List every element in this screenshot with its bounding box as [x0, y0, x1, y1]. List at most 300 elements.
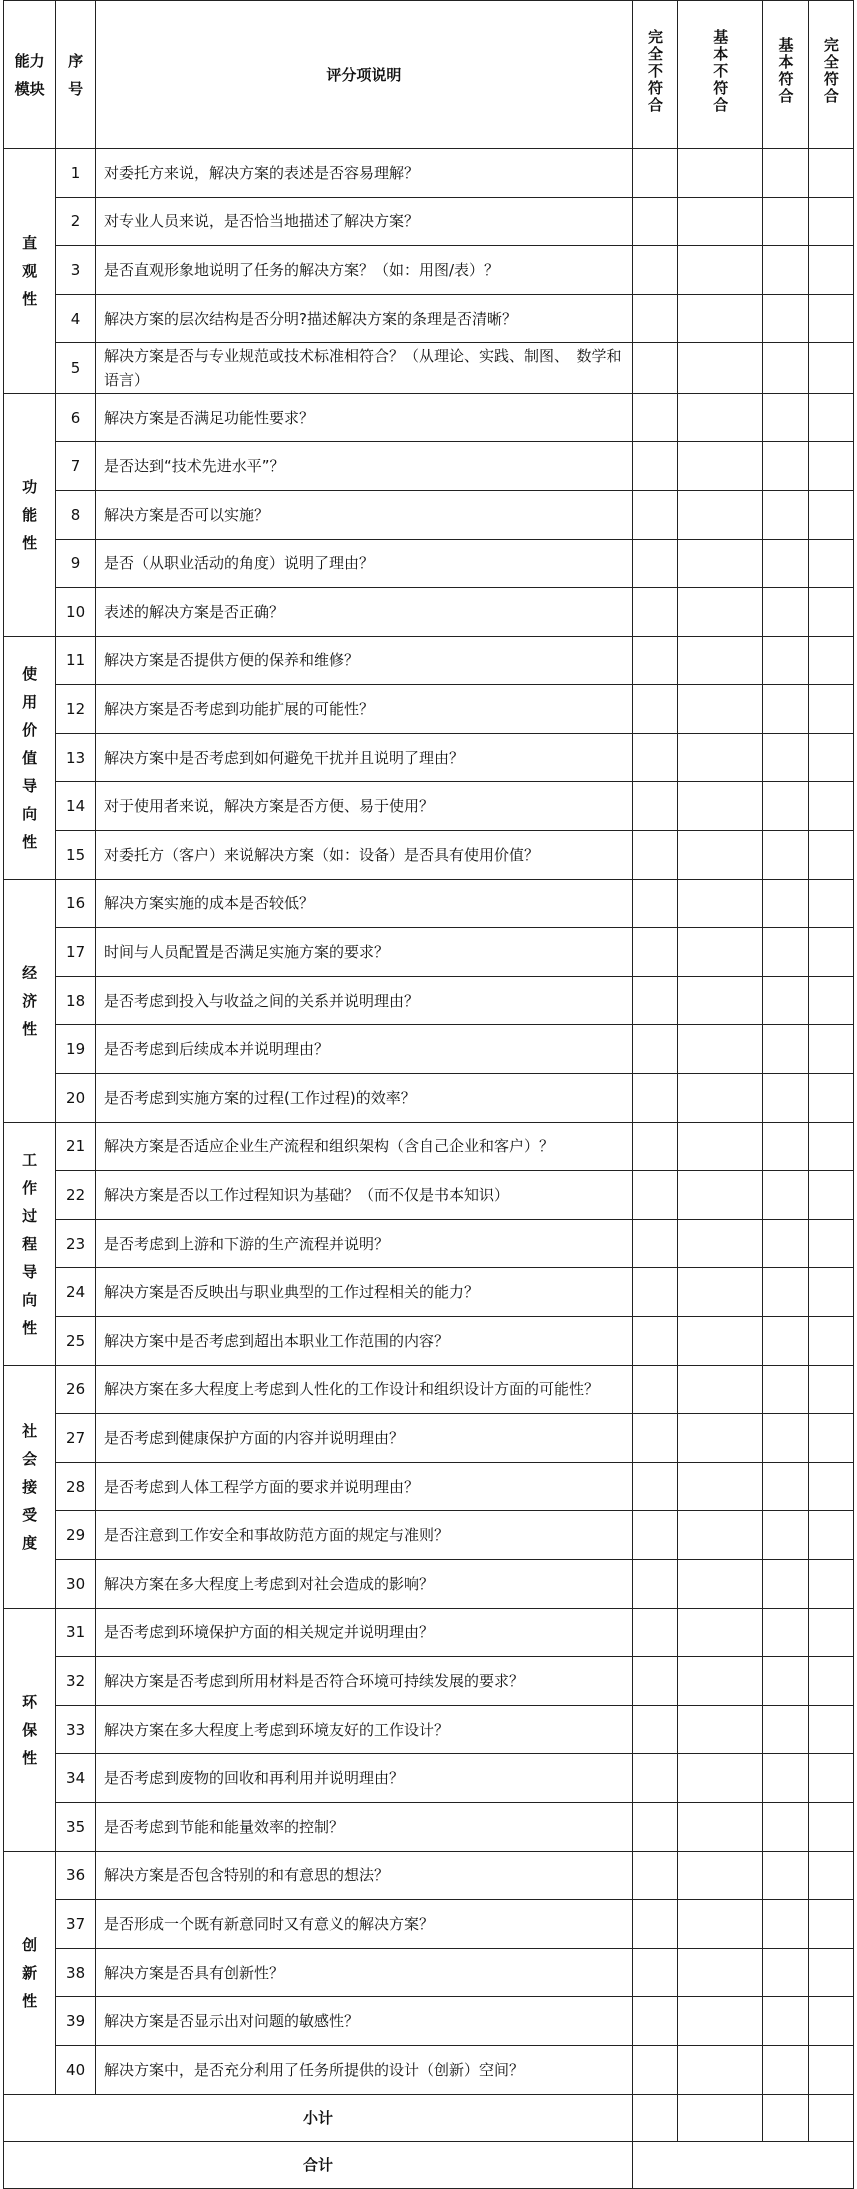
item-row — [4, 490, 854, 539]
score-cell[interactable] — [808, 879, 853, 928]
header-module: 能力模块 — [4, 1, 56, 149]
score-cell[interactable] — [808, 588, 853, 637]
score-cell[interactable] — [678, 588, 763, 637]
item-description: 是否考虑到节能和能量效率的控制？ — [95, 1802, 632, 1851]
header-row — [4, 1, 854, 149]
score-cell[interactable] — [763, 1851, 808, 1900]
item-number: 22 — [56, 1171, 96, 1220]
item-row — [4, 1511, 854, 1560]
score-cell[interactable] — [678, 1948, 763, 1997]
score-cell[interactable] — [763, 1025, 808, 1074]
item-number: 8 — [56, 490, 96, 539]
score-cell[interactable] — [678, 1559, 763, 1608]
item-number: 26 — [56, 1365, 96, 1414]
score-cell[interactable] — [678, 1025, 763, 1074]
score-cell[interactable] — [678, 685, 763, 734]
score-cell[interactable] — [808, 1462, 853, 1511]
module-label: 工作过程导向性 — [4, 1122, 56, 1365]
score-cell[interactable] — [763, 1268, 808, 1317]
item-number: 23 — [56, 1219, 96, 1268]
score-cell[interactable] — [808, 1414, 853, 1463]
score-cell[interactable] — [808, 197, 853, 246]
score-cell[interactable] — [632, 1365, 677, 1414]
score-cell[interactable] — [678, 1851, 763, 1900]
evaluation-table — [3, 0, 854, 2189]
score-cell[interactable] — [632, 1268, 677, 1317]
item-number: 34 — [56, 1754, 96, 1803]
item-description: 对于使用者来说，解决方案是否方便、易于使用？ — [95, 782, 632, 831]
score-cell[interactable] — [763, 1365, 808, 1414]
score-cell[interactable] — [632, 1219, 677, 1268]
score-cell[interactable] — [808, 393, 853, 442]
score-cell[interactable] — [678, 246, 763, 295]
score-cell[interactable] — [678, 1608, 763, 1657]
item-row — [4, 1025, 854, 1074]
score-cell[interactable] — [678, 1900, 763, 1949]
score-cell[interactable] — [763, 294, 808, 343]
score-cell[interactable] — [678, 294, 763, 343]
item-description: 是否考虑到人体工程学方面的要求并说明理由？ — [95, 1462, 632, 1511]
item-description: 解决方案是否满足功能性要求？ — [95, 393, 632, 442]
score-cell[interactable] — [808, 1608, 853, 1657]
item-row — [4, 1754, 854, 1803]
item-row — [4, 393, 854, 442]
item-number: 19 — [56, 1025, 96, 1074]
item-row — [4, 1171, 854, 1220]
score-cell[interactable] — [763, 197, 808, 246]
score-cell[interactable] — [808, 149, 853, 198]
item-number: 39 — [56, 1997, 96, 2046]
item-description: 是否考虑到健康保护方面的内容并说明理由？ — [95, 1414, 632, 1463]
module-label: 使用价值导向性 — [4, 636, 56, 879]
score-cell[interactable] — [808, 1317, 853, 1366]
item-description: 解决方案是否反映出与职业典型的工作过程相关的能力？ — [95, 1268, 632, 1317]
score-cell[interactable] — [808, 1025, 853, 1074]
score-cell[interactable] — [763, 782, 808, 831]
score-cell[interactable] — [678, 1657, 763, 1706]
score-cell[interactable] — [632, 733, 677, 782]
score-cell[interactable] — [678, 1705, 763, 1754]
score-cell[interactable] — [632, 1414, 677, 1463]
item-row — [4, 1948, 854, 1997]
item-row — [4, 197, 854, 246]
item-description: 解决方案是否考虑到功能扩展的可能性？ — [95, 685, 632, 734]
score-cell[interactable] — [763, 1948, 808, 1997]
score-cell[interactable] — [763, 1997, 808, 2046]
score-cell[interactable] — [632, 1317, 677, 1366]
score-cell[interactable] — [678, 1122, 763, 1171]
item-number: 5 — [56, 343, 96, 393]
item-row — [4, 246, 854, 295]
item-description: 是否考虑到后续成本并说明理由？ — [95, 1025, 632, 1074]
score-cell[interactable] — [763, 1122, 808, 1171]
item-number: 11 — [56, 636, 96, 685]
item-number: 20 — [56, 1074, 96, 1123]
item-description: 解决方案是否包含特别的和有意思的想法？ — [95, 1851, 632, 1900]
score-cell[interactable] — [678, 1365, 763, 1414]
score-cell[interactable] — [678, 2045, 763, 2094]
score-cell[interactable] — [763, 588, 808, 637]
item-row — [4, 976, 854, 1025]
score-cell[interactable] — [678, 197, 763, 246]
score-cell[interactable] — [763, 831, 808, 880]
item-number: 35 — [56, 1802, 96, 1851]
score-cell[interactable] — [808, 294, 853, 343]
item-number: 24 — [56, 1268, 96, 1317]
item-row — [4, 1559, 854, 1608]
module-label: 经济性 — [4, 879, 56, 1122]
item-description: 是否注意到工作安全和事故防范方面的规定与准则？ — [95, 1511, 632, 1560]
score-cell[interactable] — [632, 1559, 677, 1608]
score-cell[interactable] — [678, 1997, 763, 2046]
item-number: 18 — [56, 976, 96, 1025]
score-cell[interactable] — [678, 442, 763, 491]
total-row — [4, 2142, 854, 2189]
item-row — [4, 1414, 854, 1463]
item-description: 解决方案是否具有创新性？ — [95, 1948, 632, 1997]
score-cell[interactable] — [763, 1608, 808, 1657]
score-cell[interactable] — [808, 733, 853, 782]
score-cell[interactable] — [808, 1754, 853, 1803]
item-description: 解决方案实施的成本是否较低？ — [95, 879, 632, 928]
score-cell[interactable] — [763, 2045, 808, 2094]
score-cell[interactable] — [632, 685, 677, 734]
item-number: 9 — [56, 539, 96, 588]
item-description: 是否直观形象地说明了任务的解决方案？（如：用图/表）？ — [95, 246, 632, 295]
score-cell[interactable] — [763, 442, 808, 491]
score-cell[interactable] — [632, 1948, 677, 1997]
score-cell[interactable] — [678, 879, 763, 928]
score-cell[interactable] — [808, 928, 853, 977]
score-cell[interactable] — [808, 1268, 853, 1317]
score-cell[interactable] — [808, 685, 853, 734]
module-label: 功能性 — [4, 393, 56, 636]
item-row — [4, 1219, 854, 1268]
header-seq: 序号 — [56, 1, 96, 149]
total-cell[interactable] — [632, 2142, 853, 2189]
score-cell[interactable] — [678, 1414, 763, 1463]
score-cell[interactable] — [632, 976, 677, 1025]
score-cell[interactable] — [632, 636, 677, 685]
score-cell[interactable] — [808, 1219, 853, 1268]
score-cell[interactable] — [808, 1171, 853, 1220]
item-number: 40 — [56, 2045, 96, 2094]
score-cell[interactable] — [763, 1074, 808, 1123]
score-cell[interactable] — [678, 1511, 763, 1560]
score-cell[interactable] — [763, 343, 808, 393]
score-cell[interactable] — [808, 1997, 853, 2046]
score-cell[interactable] — [678, 733, 763, 782]
score-cell[interactable] — [808, 1900, 853, 1949]
score-cell[interactable] — [632, 1122, 677, 1171]
score-cell[interactable] — [632, 343, 677, 393]
item-row — [4, 1997, 854, 2046]
score-cell[interactable] — [632, 1657, 677, 1706]
subtotal-cell[interactable] — [678, 2095, 763, 2142]
item-description: 解决方案中，是否充分利用了任务所提供的设计（创新）空间？ — [95, 2045, 632, 2094]
item-number: 7 — [56, 442, 96, 491]
item-row — [4, 782, 854, 831]
item-row — [4, 1074, 854, 1123]
score-cell[interactable] — [632, 1511, 677, 1560]
module-label: 社会接受度 — [4, 1365, 56, 1608]
score-cell[interactable] — [632, 1462, 677, 1511]
score-cell[interactable] — [632, 588, 677, 637]
item-row — [4, 831, 854, 880]
item-description: 对委托方（客户）来说解决方案（如：设备）是否具有使用价值？ — [95, 831, 632, 880]
score-cell[interactable] — [632, 1608, 677, 1657]
item-number: 32 — [56, 1657, 96, 1706]
item-row — [4, 588, 854, 637]
item-description: 解决方案是否适应企业生产流程和组织架构（含自己企业和客户）？ — [95, 1122, 632, 1171]
score-cell[interactable] — [763, 733, 808, 782]
item-description: 解决方案的层次结构是否分明?描述解决方案的条理是否清晰？ — [95, 294, 632, 343]
item-description: 解决方案是否可以实施？ — [95, 490, 632, 539]
score-cell[interactable] — [808, 1559, 853, 1608]
score-cell[interactable] — [678, 928, 763, 977]
score-cell[interactable] — [763, 685, 808, 734]
module-label: 直观性 — [4, 149, 56, 394]
header-col-3: 基本符合 — [763, 1, 808, 149]
score-cell[interactable] — [678, 1754, 763, 1803]
score-cell[interactable] — [763, 976, 808, 1025]
score-cell[interactable] — [678, 1171, 763, 1220]
item-number: 12 — [56, 685, 96, 734]
score-cell[interactable] — [763, 879, 808, 928]
score-cell[interactable] — [678, 149, 763, 198]
score-cell[interactable] — [808, 490, 853, 539]
score-cell[interactable] — [632, 879, 677, 928]
item-row — [4, 1657, 854, 1706]
item-description: 对专业人员来说，是否恰当地描述了解决方案？ — [95, 197, 632, 246]
header-col-2: 基本不符合 — [678, 1, 763, 149]
score-cell[interactable] — [763, 1802, 808, 1851]
item-number: 31 — [56, 1608, 96, 1657]
score-cell[interactable] — [678, 1802, 763, 1851]
score-cell[interactable] — [763, 1511, 808, 1560]
score-cell[interactable] — [678, 1317, 763, 1366]
item-description: 解决方案是否提供方便的保养和维修？ — [95, 636, 632, 685]
item-row — [4, 1900, 854, 1949]
score-cell[interactable] — [678, 1462, 763, 1511]
item-number: 28 — [56, 1462, 96, 1511]
score-cell[interactable] — [763, 149, 808, 198]
score-cell[interactable] — [678, 343, 763, 393]
item-number: 15 — [56, 831, 96, 880]
item-description: 是否达到“技术先进水平”？ — [95, 442, 632, 491]
score-cell[interactable] — [763, 1317, 808, 1366]
score-cell[interactable] — [678, 490, 763, 539]
score-cell[interactable] — [763, 1705, 808, 1754]
item-row — [4, 1365, 854, 1414]
item-number: 27 — [56, 1414, 96, 1463]
score-cell[interactable] — [763, 1559, 808, 1608]
item-number: 25 — [56, 1317, 96, 1366]
item-number: 14 — [56, 782, 96, 831]
subtotal-cell[interactable] — [632, 2095, 677, 2142]
score-cell[interactable] — [763, 1754, 808, 1803]
score-cell[interactable] — [678, 636, 763, 685]
item-description: 表述的解决方案是否正确？ — [95, 588, 632, 637]
score-cell[interactable] — [763, 1657, 808, 1706]
score-cell[interactable] — [632, 1997, 677, 2046]
score-cell[interactable] — [808, 1802, 853, 1851]
total-label: 合计 — [4, 2142, 633, 2189]
item-number: 4 — [56, 294, 96, 343]
item-row — [4, 1705, 854, 1754]
score-cell[interactable] — [632, 490, 677, 539]
score-cell[interactable] — [763, 1414, 808, 1463]
score-cell[interactable] — [632, 294, 677, 343]
score-cell[interactable] — [808, 1657, 853, 1706]
table-body — [4, 149, 854, 2095]
score-cell[interactable] — [678, 831, 763, 880]
score-cell[interactable] — [632, 442, 677, 491]
score-cell[interactable] — [808, 442, 853, 491]
score-cell[interactable] — [808, 246, 853, 295]
score-cell[interactable] — [808, 539, 853, 588]
subtotal-cell[interactable] — [808, 2095, 853, 2142]
score-cell[interactable] — [632, 782, 677, 831]
score-cell[interactable] — [632, 928, 677, 977]
item-number: 21 — [56, 1122, 96, 1171]
item-row — [4, 636, 854, 685]
score-cell[interactable] — [632, 1025, 677, 1074]
score-cell[interactable] — [678, 976, 763, 1025]
score-cell[interactable] — [678, 539, 763, 588]
score-cell[interactable] — [808, 1948, 853, 1997]
score-cell[interactable] — [632, 1802, 677, 1851]
score-cell[interactable] — [678, 1074, 763, 1123]
item-description: 解决方案在多大程度上考虑到环境友好的工作设计？ — [95, 1705, 632, 1754]
score-cell[interactable] — [678, 782, 763, 831]
item-row — [4, 1802, 854, 1851]
item-number: 6 — [56, 393, 96, 442]
score-cell[interactable] — [632, 1705, 677, 1754]
item-row — [4, 149, 854, 198]
subtotal-row — [4, 2095, 854, 2142]
score-cell[interactable] — [632, 1074, 677, 1123]
score-cell[interactable] — [763, 1900, 808, 1949]
item-description: 是否考虑到上游和下游的生产流程并说明？ — [95, 1219, 632, 1268]
score-cell[interactable] — [808, 636, 853, 685]
score-cell[interactable] — [808, 1511, 853, 1560]
score-cell[interactable] — [763, 393, 808, 442]
item-row — [4, 343, 854, 393]
score-cell[interactable] — [632, 1171, 677, 1220]
item-description: 对委托方来说，解决方案的表述是否容易理解？ — [95, 149, 632, 198]
score-cell[interactable] — [763, 928, 808, 977]
score-cell[interactable] — [808, 1851, 853, 1900]
item-description: 是否考虑到废物的回收和再利用并说明理由？ — [95, 1754, 632, 1803]
item-number: 10 — [56, 588, 96, 637]
score-cell[interactable] — [678, 1268, 763, 1317]
item-description: 时间与人员配置是否满足实施方案的要求？ — [95, 928, 632, 977]
item-number: 2 — [56, 197, 96, 246]
score-cell[interactable] — [632, 831, 677, 880]
score-cell[interactable] — [632, 1851, 677, 1900]
item-row — [4, 539, 854, 588]
score-cell[interactable] — [808, 1365, 853, 1414]
score-cell[interactable] — [808, 343, 853, 393]
module-label: 环保性 — [4, 1608, 56, 1851]
score-cell[interactable] — [808, 1122, 853, 1171]
item-description: 是否考虑到实施方案的过程(工作过程)的效率？ — [95, 1074, 632, 1123]
subtotal-label: 小计 — [4, 2095, 633, 2142]
score-cell[interactable] — [763, 490, 808, 539]
item-row — [4, 1122, 854, 1171]
item-description: 解决方案是否以工作过程知识为基础？（而不仅是书本知识） — [95, 1171, 632, 1220]
score-cell[interactable] — [808, 1074, 853, 1123]
item-description: 解决方案是否与专业规范或技术标准相符合？（从理论、实践、制图、 数学和语言） — [95, 343, 632, 393]
item-description: 是否考虑到投入与收益之间的关系并说明理由？ — [95, 976, 632, 1025]
item-description: 解决方案是否显示出对问题的敏感性？ — [95, 1997, 632, 2046]
item-description: 解决方案中是否考虑到如何避免干扰并且说明了理由？ — [95, 733, 632, 782]
item-row — [4, 733, 854, 782]
item-number: 3 — [56, 246, 96, 295]
score-cell[interactable] — [763, 1462, 808, 1511]
score-cell[interactable] — [632, 2045, 677, 2094]
item-number: 33 — [56, 1705, 96, 1754]
item-number: 1 — [56, 149, 96, 198]
item-number: 17 — [56, 928, 96, 977]
subtotal-cell[interactable] — [763, 2095, 808, 2142]
item-row — [4, 928, 854, 977]
score-cell[interactable] — [632, 1754, 677, 1803]
score-cell[interactable] — [632, 1900, 677, 1949]
item-row — [4, 685, 854, 734]
item-description: 解决方案在多大程度上考虑到对社会造成的影响？ — [95, 1559, 632, 1608]
score-cell[interactable] — [808, 831, 853, 880]
item-row — [4, 442, 854, 491]
item-number: 38 — [56, 1948, 96, 1997]
item-number: 16 — [56, 879, 96, 928]
module-label: 创新性 — [4, 1851, 56, 2094]
score-cell[interactable] — [632, 197, 677, 246]
item-row — [4, 1317, 854, 1366]
score-cell[interactable] — [808, 2045, 853, 2094]
item-number: 29 — [56, 1511, 96, 1560]
item-number: 13 — [56, 733, 96, 782]
score-cell[interactable] — [808, 1705, 853, 1754]
score-cell[interactable] — [763, 1219, 808, 1268]
item-description: 解决方案中是否考虑到超出本职业工作范围的内容？ — [95, 1317, 632, 1366]
score-cell[interactable] — [678, 1219, 763, 1268]
score-cell[interactable] — [632, 246, 677, 295]
score-cell[interactable] — [808, 782, 853, 831]
item-description: 解决方案在多大程度上考虑到人性化的工作设计和组织设计方面的可能性？ — [95, 1365, 632, 1414]
score-cell[interactable] — [632, 149, 677, 198]
header-col-4: 完全符合 — [808, 1, 853, 149]
item-number: 36 — [56, 1851, 96, 1900]
item-description: 是否（从职业活动的角度）说明了理由？ — [95, 539, 632, 588]
score-cell[interactable] — [632, 393, 677, 442]
item-description: 是否形成一个既有新意同时又有意义的解决方案？ — [95, 1900, 632, 1949]
score-cell[interactable] — [678, 393, 763, 442]
header-col-1: 完全不符合 — [632, 1, 677, 149]
item-description: 是否考虑到环境保护方面的相关规定并说明理由？ — [95, 1608, 632, 1657]
item-row — [4, 1851, 854, 1900]
score-cell[interactable] — [763, 1171, 808, 1220]
score-cell[interactable] — [808, 976, 853, 1025]
score-cell[interactable] — [763, 539, 808, 588]
score-cell[interactable] — [763, 636, 808, 685]
score-cell[interactable] — [763, 246, 808, 295]
item-row — [4, 294, 854, 343]
item-row — [4, 1462, 854, 1511]
score-cell[interactable] — [632, 539, 677, 588]
item-description: 解决方案是否考虑到所用材料是否符合环境可持续发展的要求？ — [95, 1657, 632, 1706]
